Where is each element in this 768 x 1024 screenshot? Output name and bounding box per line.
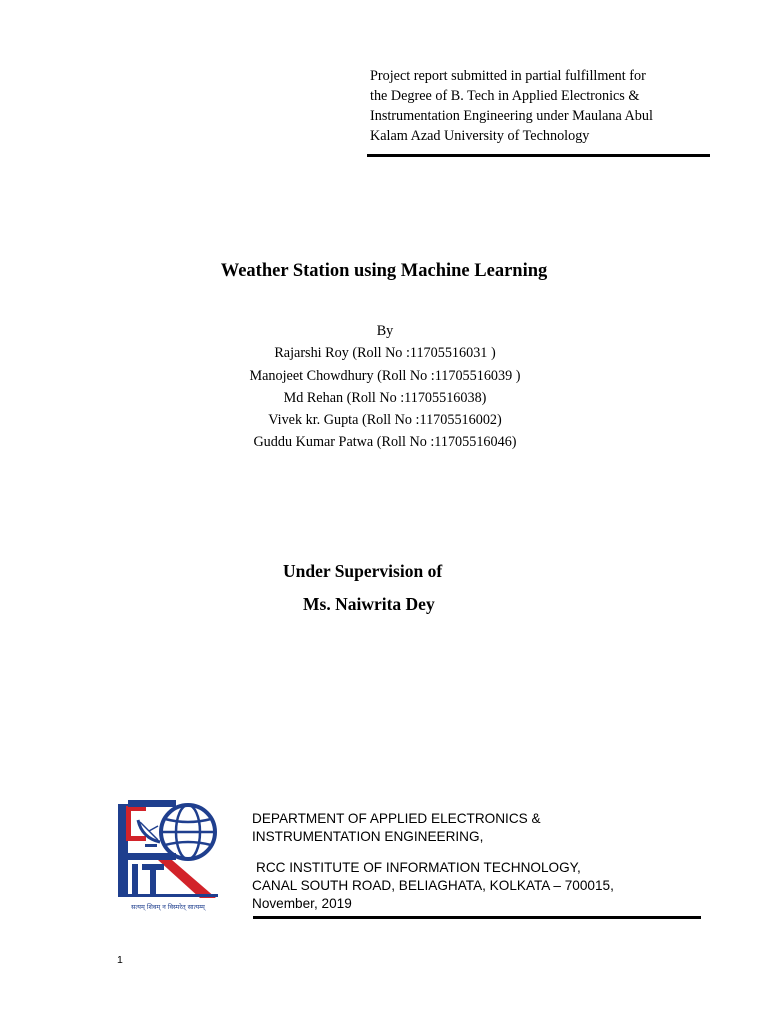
institute-logo-icon [112, 798, 224, 916]
logo-motto: सत्यम् शिवम् न विस्मरेत् सात्यम्म् [131, 903, 205, 911]
author-list [185, 320, 585, 454]
submission-line: Project report submitted in partial fulfillment for [370, 68, 646, 84]
submission-line: the Degree of B. Tech in Applied Electronics & [370, 88, 640, 104]
department-address-block [252, 810, 614, 913]
bottom-divider [253, 916, 701, 919]
department-line: INSTRUMENTATION ENGINEERING, [252, 829, 484, 844]
author-entry: Vivek kr. Gupta (Roll No :11705516002) [268, 412, 502, 429]
date-line: November, 2019 [252, 896, 352, 911]
by-label: By [376, 323, 394, 339]
page-number: 1 [117, 954, 123, 966]
supervisor-name: Ms. Naiwrita Dey [303, 594, 435, 614]
supervision-label: Under Supervision of [283, 561, 443, 581]
submission-line: Kalam Azad University of Technology [370, 128, 590, 144]
author-entry: Manojeet Chowdhury (Roll No :11705516039 ) [249, 367, 521, 384]
submission-statement [370, 66, 710, 146]
author-entry: Md Rehan (Roll No :11705516038) [283, 389, 487, 406]
submission-line: Instrumentation Engineering under Maulana Abul [370, 108, 653, 124]
institute-line: RCC INSTITUTE OF INFORMATION TECHNOLOGY, [256, 860, 581, 875]
author-entry: Rajarshi Roy (Roll No :11705516031 ) [274, 345, 496, 362]
report-title [0, 261, 768, 282]
author-entry: Guddu Kumar Patwa (Roll No :11705516046) [253, 434, 517, 451]
report-title-text: Weather Station using Machine Learning [220, 261, 548, 281]
address-line: CANAL SOUTH ROAD, BELIAGHATA, KOLKATA – 700015, [252, 878, 614, 893]
department-line: DEPARTMENT OF APPLIED ELECTRONICS & [252, 811, 541, 826]
top-divider [367, 154, 710, 157]
